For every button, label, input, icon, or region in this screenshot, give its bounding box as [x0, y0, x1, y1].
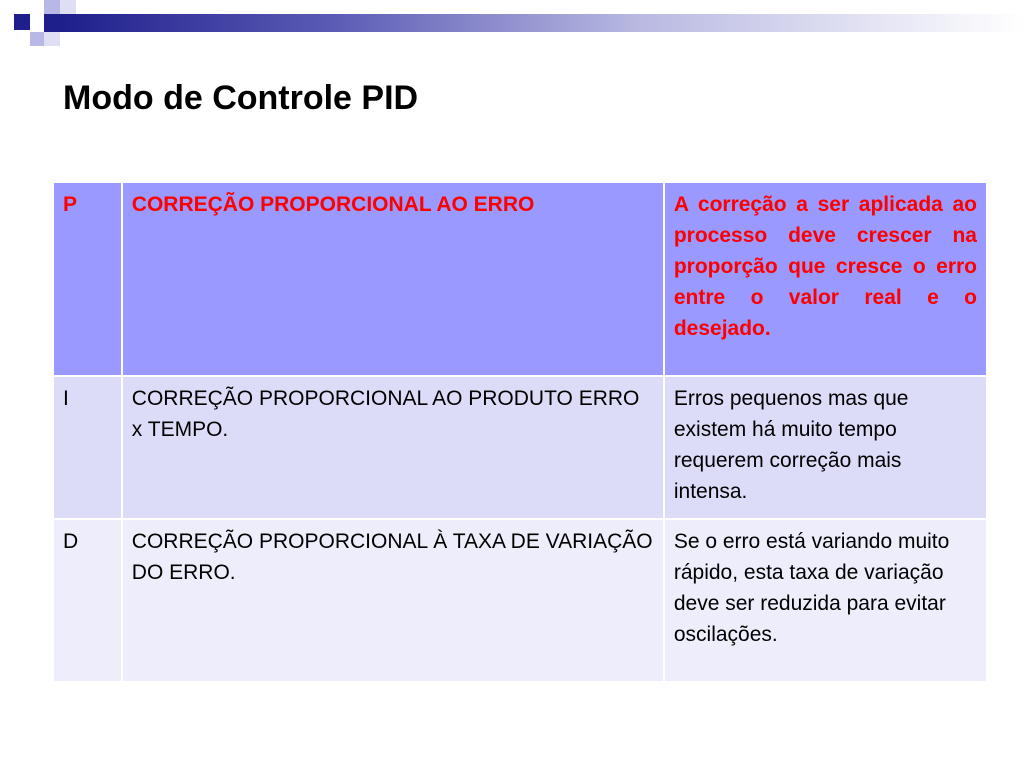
header-gradient-bar: [60, 14, 1024, 32]
pid-modes-table: [52, 181, 988, 683]
mode-title-cell: [122, 376, 664, 519]
mode-title: CORREÇÃO PROPORCIONAL AO ERRO: [131, 193, 535, 216]
header-square-lavender-icon: [30, 32, 44, 46]
mode-letter: I: [63, 387, 69, 410]
header-square-lavender-icon: [44, 0, 60, 14]
mode-title-cell: [122, 182, 664, 376]
mode-letter-cell: [53, 376, 122, 519]
mode-description: Erros pequenos mas que existem há muito tempo requerem correção mais intensa.: [673, 387, 909, 503]
mode-letter: D: [63, 530, 79, 553]
table-row-d: [53, 519, 987, 682]
mode-description-cell: [664, 182, 987, 376]
mode-description-cell: [664, 519, 987, 682]
header-square-pale-icon: [44, 32, 60, 46]
mode-description-cell: [664, 376, 987, 519]
mode-title: CORREÇÃO PROPORCIONAL AO PRODUTO ERRO x TEMPO.: [131, 387, 640, 441]
table-row-p: [53, 182, 987, 376]
mode-letter-cell: [53, 519, 122, 682]
mode-description: Se o erro está variando muito rápido, esta taxa de variação deve ser reduzida para evitar oscilações.: [673, 530, 950, 646]
table-row-i: [53, 376, 987, 519]
mode-title: CORREÇÃO PROPORCIONAL À TAXA DE VARIAÇÃO DO ERRO.: [131, 530, 653, 584]
header-square-navy-icon: [14, 14, 30, 30]
slide-title: Modo de Controle PID: [63, 79, 419, 117]
header-square-pale-icon: [60, 0, 76, 14]
mode-letter: P: [63, 193, 78, 216]
mode-letter-cell: [53, 182, 122, 376]
header-square-navy-icon: [44, 14, 60, 32]
mode-description: A correção a ser aplicada ao processo deve crescer na proporção que cresce o erro entre o valor real e o desejado.: [673, 193, 977, 340]
mode-title-cell: [122, 519, 664, 682]
